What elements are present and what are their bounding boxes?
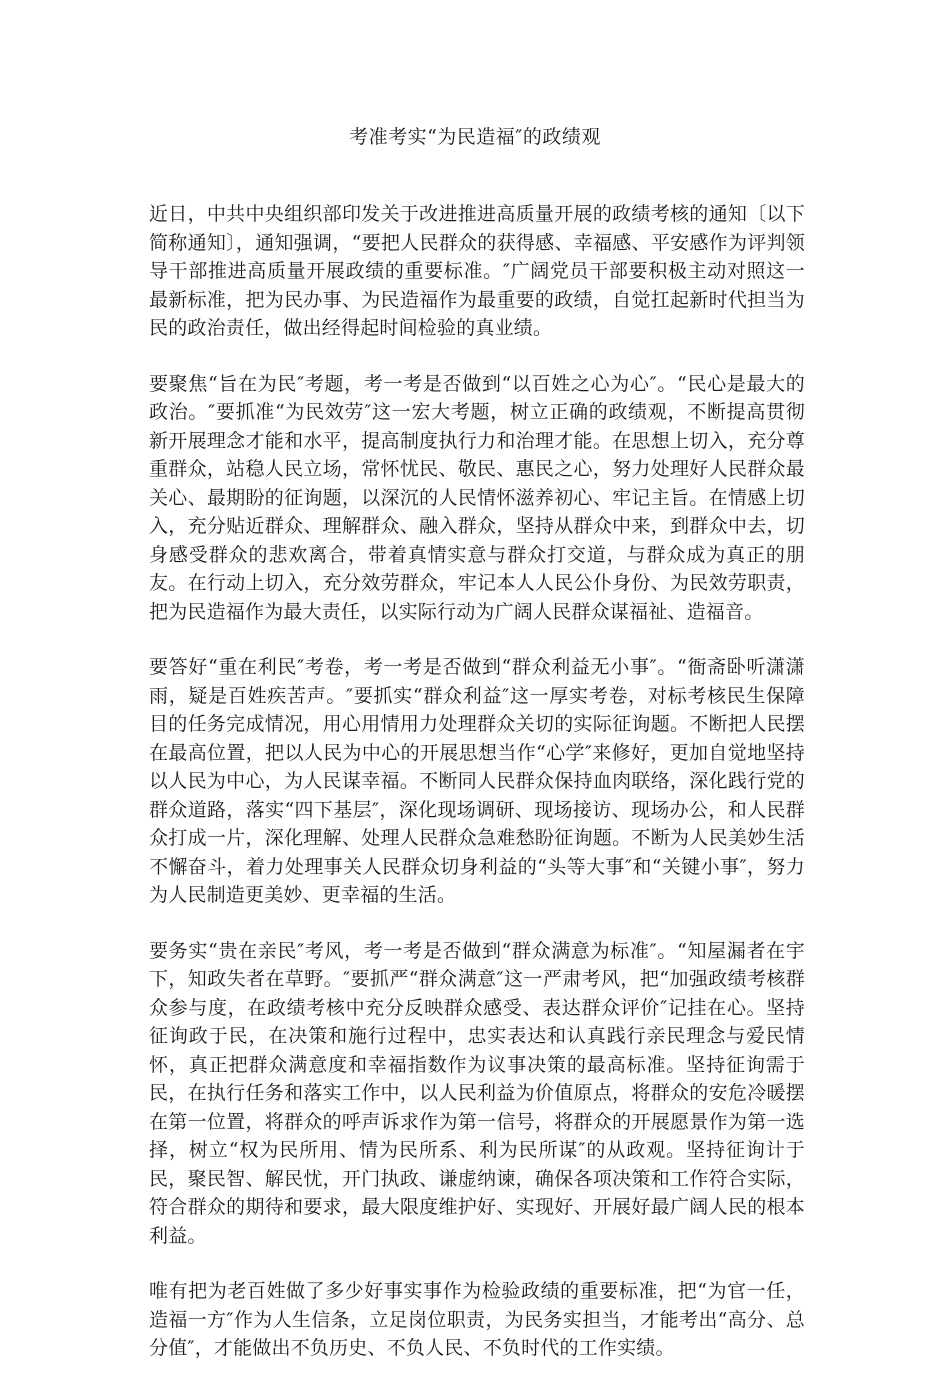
paragraph-intro: 近日，中共中央组织部印发关于改进推进高质量开展的政绩考核的通知〔以下简称通知〕，通知强调，“要把人民群众的获得感、幸福感、平安感作为评判领导干部推进高质量开展政绩的重要标准。″广阔党员干部要积极主动对照这一最新标准，把为民办事、为民造福作为最重要的政绩，自觉扛起新时代担当为民的政治责任，做出经得起时间检验的真业绩。 (149, 203, 805, 339)
document-body (149, 200, 805, 1390)
paragraph-for-the-people: 要聚焦“旨在为民″考题，考一考是否做到“以百姓之心为心″。“民心是最大的政治。″要抓准“为民效劳″这一宏大考题，树立正确的政绩观，不断提高贯彻新开展理念才能和水平，提高制度执行力和治理才能。在思想上切入，充分尊重群众，站稳人民立场，常怀忧民、敬民、惠民之心，努力处理好人民群众最关心、最期盼的征询题，以深沉的人民情怀滋养初心、牢记主旨。在情感上切入，充分贴近群众、理解群众、融入群众，坚持从群众中来，到群众中去，切身感受群众的悲欢离合，带着真情实意与群众打交道，与群众成为真正的朋友。在行动上切入，充分效劳群众，牢记本人人民公仆身份、为民效劳职责，把为民造福作为最大责任，以实际行动为广阔人民群众谋福祉、造福音。 (149, 372, 805, 623)
paragraph-benefit-people: 要答好“重在利民″考卷，考一考是否做到“群众利益无小事″。“衙斋卧听潇潇雨，疑是百姓疾苦声。″要抓实“群众利益″这一厚实考卷，对标考核民生保障目的任务完成情况，用心用情用力处理群众关切的实际征询题。不断把人民摆在最高位置，把以人民为中心的开展思想当作“心学″来修好，更加自觉地坚持以人民为中心，为人民谋幸福。不断同人民群众保持血肉联络，深化践行党的群众道路，落实“四下基层″，深化现场调研、现场接访、现场办公，和人民群众打成一片，深化理解、处理人民群众急难愁盼征询题。不断为人民美妙生活不懈奋斗，着力处理事关人民群众切身利益的“头等大事″和“关键小事″，努力为人民制造更美妙、更幸福的生活。 (149, 656, 805, 906)
paragraph-close-to-people: 要务实“贵在亲民″考风，考一考是否做到“群众满意为标准″。“知屋漏者在宇下，知政失者在草野。″要抓严“群众满意″这一严肃考风，把“加强政绩考核群众参与度，在政绩考核中充分反映群众感受、表达群众评价″记挂在心。坚持征询政于民，在决策和施行过程中，忠实表达和认真践行亲民理念与爱民情怀，真正把群众满意度和幸福指数作为议事决策的最高标准。坚持征询需于民，在执行任务和落实工作中，以人民利益为价值原点，将群众的安危冷暖摆在第一位置，将群众的呼声诉求作为第一信号，将群众的开展愿景作为第一选择，树立“权为民所用、情为民所系、利为民所谋″的从政观。坚持征询计于民，聚民智、解民忧，开门执政、谦虚纳谏，确保各项决策和工作符合实际，符合群众的期待和要求，最大限度维护好、实现好、开展好最广阔人民的根本利益。 (149, 939, 805, 1247)
document-title: 考准考实“为民造福″的政绩观 (349, 126, 601, 148)
paragraph-conclusion: 唯有把为老百姓做了多少好事实事作为检验政绩的重要标准，把“为官一任，造福一方″作为人生信条，立足岗位职责，为民务实担当，才能考出“高分、总分值″，才能做出不负历史、不负人民、不负时代的工作实绩。 (149, 1280, 805, 1359)
